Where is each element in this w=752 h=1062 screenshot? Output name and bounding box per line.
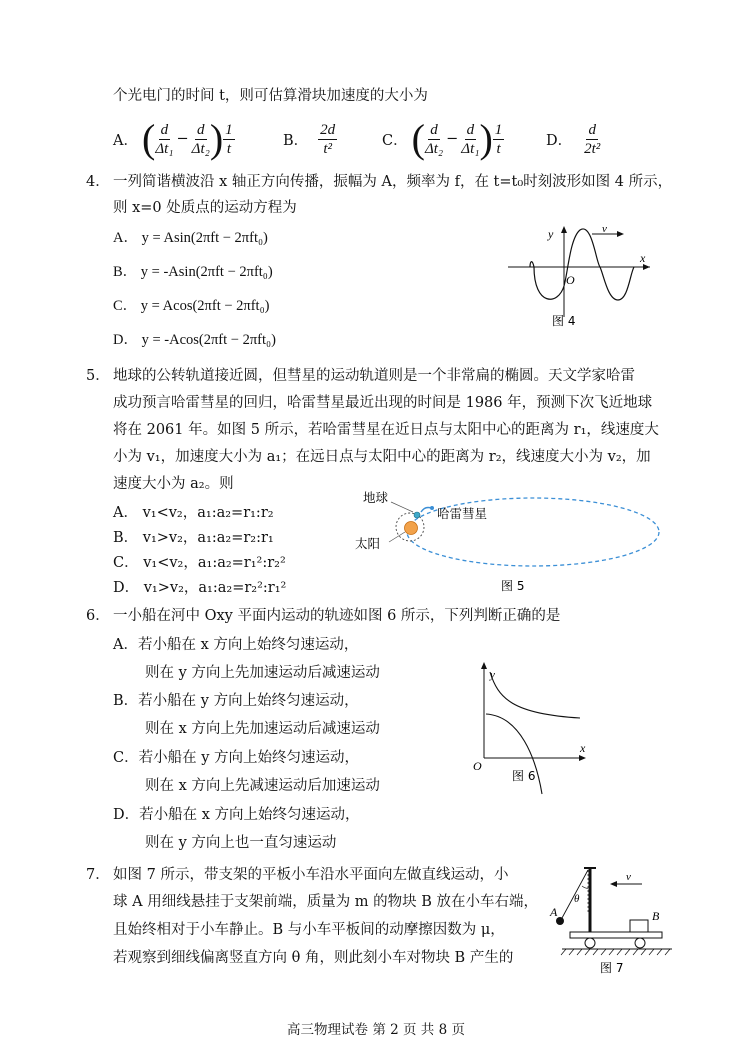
q6-stem-line: 一小船在河中 Oxy 平面内运动的轨迹如图 6 所示，下列判断正确的是 bbox=[113, 608, 561, 624]
q5-stem-line: 地球的公转轨道接近圆，但彗星的运动轨道则是一个非常扁的椭圆。天文学家哈雷 bbox=[113, 368, 635, 384]
sun-icon bbox=[405, 522, 418, 535]
q4-option-d[interactable]: D． y = -Acos(2πft − 2πft₀) bbox=[113, 332, 276, 348]
q6-option-b-cont: 则在 x 方向上先加速运动后减速运动 bbox=[145, 721, 380, 737]
figure-7-cart bbox=[548, 856, 678, 978]
q5-option-c[interactable]: C． v₁<v₂，a₁:a₂=r₁²:r₂² bbox=[113, 555, 286, 571]
q6-option-a[interactable]: A．若小船在 x 方向上始终匀速运动， bbox=[113, 637, 359, 653]
fig7-theta-label: θ bbox=[574, 893, 580, 905]
q5-stem-line: 小为 v₁，加速度大小为 a₁；在远日点与太阳中心的距离为 r₂，线速度大小为 v₂，加 bbox=[113, 449, 651, 465]
q4-option-b[interactable]: B． y = -Asin(2πft − 2πft₀) bbox=[113, 264, 273, 280]
earth-label: 地球 bbox=[363, 490, 389, 505]
fig6-x-label: x bbox=[580, 741, 586, 755]
q5-option-d[interactable]: D． v₁>v₂，a₁:a₂=r₂²:r₁² bbox=[113, 580, 287, 596]
fig4-y-label: y bbox=[548, 227, 554, 241]
fraction: $\frac{1}{t}$ bbox=[494, 121, 503, 157]
comet-icon bbox=[421, 508, 431, 513]
q3-option-d[interactable] bbox=[546, 116, 600, 162]
q4-option-c[interactable]: C． y = Acos(2πft − 2πft₀) bbox=[113, 298, 270, 314]
figure-4-wave bbox=[500, 222, 660, 332]
q4-option-a[interactable]: A． y = Asin(2πft − 2πft₀) bbox=[113, 230, 268, 246]
fig4-caption: 图 4 bbox=[552, 314, 576, 328]
fig7-a-label: A bbox=[550, 905, 558, 919]
option-label: C． bbox=[382, 132, 408, 149]
fraction: $\frac{d}{\text{Δt₂}}$ bbox=[191, 121, 210, 157]
q7-stem-line: 如图 7 所示，带支架的平板小车沿水平面向左做直线运动，小 bbox=[113, 867, 509, 883]
block-b-icon bbox=[630, 920, 648, 932]
q4-stem-line: 则 x=0 处质点的运动方程为 bbox=[113, 200, 297, 216]
sun-label: 太阳 bbox=[355, 536, 381, 551]
fraction: $\frac{d}{\text{Δt₂}}$ bbox=[424, 121, 444, 157]
q6-option-b[interactable]: B．若小船在 y 方向上始终匀速运动， bbox=[113, 693, 359, 709]
option-label: B． bbox=[283, 132, 309, 149]
q5-number: 5． bbox=[86, 368, 110, 384]
q3-option-c[interactable]: C． ( $\frac{d}{\text{Δt₂}}$ − $\frac{d}{\text{Δt₁}}$ ) $\frac{1}{t}$ bbox=[382, 116, 503, 161]
earth-icon bbox=[414, 512, 420, 518]
fraction: $\frac{d}{\text{Δt₁}}$ bbox=[155, 121, 174, 157]
q5-stem-line: 成功预言哈雷彗星的回归，哈雷彗星最近出现的时间是 1986 年，预测下次飞近地球 bbox=[113, 395, 653, 411]
fig4-origin-label: O bbox=[566, 273, 575, 287]
fig4-x-label: x bbox=[640, 251, 646, 265]
fraction: $\frac{2d}{\text{t²}}$ bbox=[320, 121, 336, 157]
q7-number: 7． bbox=[86, 867, 110, 883]
fig6-caption: 图 6 bbox=[512, 769, 536, 783]
q3-option-b[interactable] bbox=[283, 116, 337, 162]
figure-6-trajectory bbox=[470, 658, 600, 798]
page-footer: 高三物理试卷 第 2 页 共 8 页 bbox=[287, 1022, 465, 1038]
option-label: A． bbox=[113, 132, 138, 149]
q5-stem-line: 速度大小为 a₂。则 bbox=[113, 476, 234, 492]
fraction: $\frac{d}{\text{Δt₁}}$ bbox=[461, 121, 480, 157]
q7-stem-line: 且始终相对于小车静止。B 与小车平板间的动摩擦因数为 μ， bbox=[113, 922, 505, 938]
q6-option-c-cont: 则在 x 方向上先减速运动后加速运动 bbox=[145, 778, 380, 794]
q5-stem-line: 将在 2061 年。如图 5 所示，若哈雷彗星在近日点与太阳中心的距离为 r₁，线速度大 bbox=[113, 422, 659, 438]
fig6-y-label: y bbox=[490, 669, 495, 681]
q5-option-a[interactable]: A． v₁<v₂，a₁:a₂=r₁:r₂ bbox=[113, 505, 274, 521]
q3-tail-text: 个光电门的时间 t，则可估算滑块加速度的大小为 bbox=[113, 88, 428, 104]
fraction: $\frac{1}{t}$ bbox=[225, 121, 233, 157]
q7-stem-line: 球 A 用细线悬挂于支架前端，质量为 m 的物块 B 放在小车右端， bbox=[113, 894, 539, 910]
q4-stem-line: 一列简谐横波沿 x 轴正方向传播，振幅为 A，频率为 f，在 t=t₀时刻波形如图 4 所示， bbox=[113, 174, 673, 190]
fig7-b-label: B bbox=[652, 909, 660, 923]
q4-number: 4． bbox=[86, 174, 110, 190]
q6-option-d-cont: 则在 y 方向上也一直匀速运动 bbox=[145, 835, 337, 851]
q7-stem-line: 若观察到细线偏离竖直方向 θ 角，则此刻小车对物块 B 产生的 bbox=[113, 950, 514, 966]
fraction: $\frac{d}{\text{2t²}}$ bbox=[584, 121, 601, 157]
q3-option-a[interactable]: A． ( $\frac{d}{\text{Δt₁}}$ − $\frac{d}{\text{Δt₂}}$ ) $\frac{1}{t}$ bbox=[113, 116, 233, 161]
fig4-v-label: v bbox=[602, 223, 607, 235]
fig5-caption: 图 5 bbox=[501, 579, 525, 593]
fig7-caption: 图 7 bbox=[600, 961, 624, 975]
fig6-origin-label: O bbox=[473, 759, 482, 773]
comet-label: 哈雷彗星 bbox=[437, 506, 488, 521]
q6-option-c[interactable]: C．若小船在 y 方向上始终匀速运动， bbox=[113, 750, 360, 766]
q6-option-a-cont: 则在 y 方向上先加速运动后减速运动 bbox=[145, 665, 380, 681]
q6-number: 6． bbox=[86, 608, 110, 624]
q6-option-d[interactable]: D．若小船在 x 方向上始终匀速运动， bbox=[113, 807, 360, 823]
fig7-v-label: v bbox=[626, 871, 631, 883]
q5-option-b[interactable]: B． v₁>v₂，a₁:a₂=r₂:r₁ bbox=[113, 530, 274, 546]
option-label: D． bbox=[546, 132, 573, 149]
figure-5-orbit bbox=[355, 484, 665, 596]
